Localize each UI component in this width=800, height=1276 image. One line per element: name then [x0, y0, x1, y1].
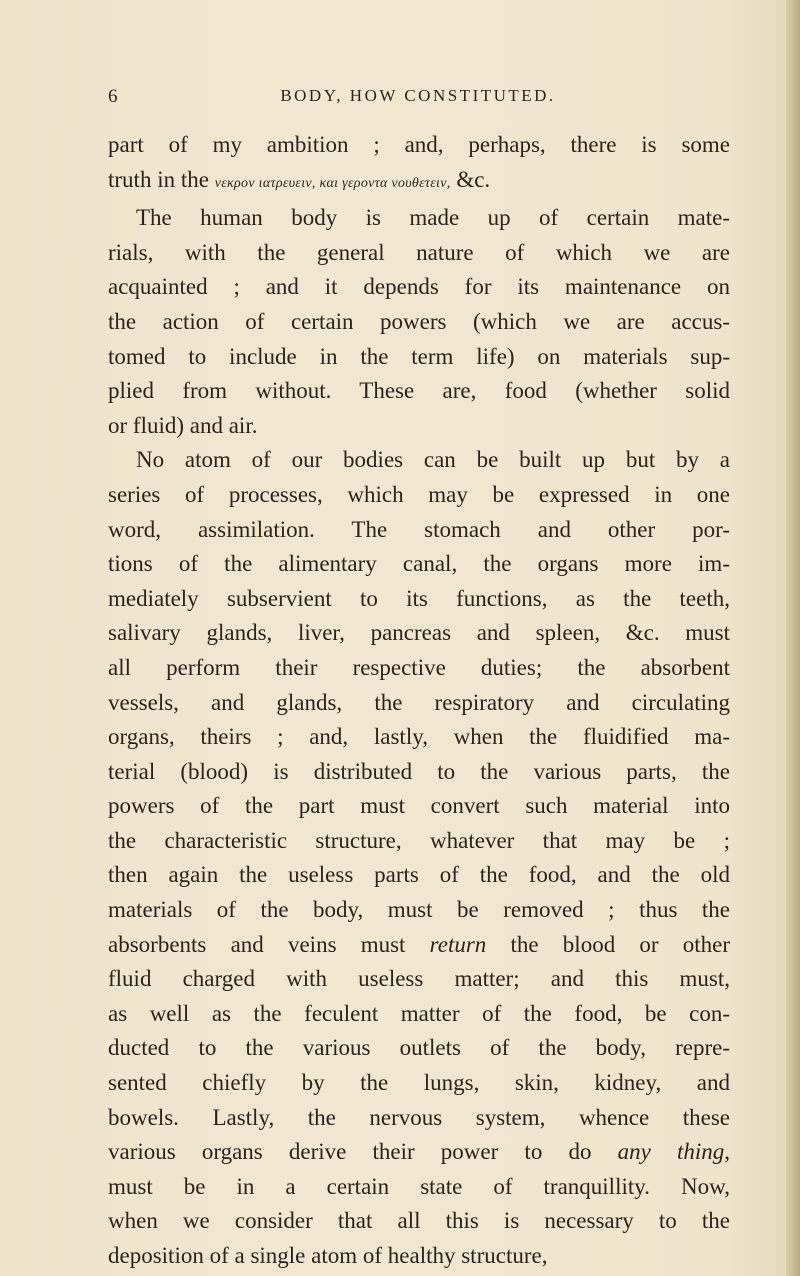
line-text: acquainted ; and it depends for its maintenance on	[108, 274, 730, 300]
text-line	[108, 789, 730, 824]
line-text: vessels, and glands, the respiratory and circulating	[108, 689, 730, 715]
text-line	[108, 547, 730, 582]
line-text: series of processes, which may be expressed in one	[108, 481, 730, 507]
text-line	[108, 997, 730, 1032]
line-text: the characteristic structure, whatever that may be ;	[108, 827, 730, 853]
text-line	[108, 478, 730, 513]
line-text: tions of the alimentary canal, the organs more im-	[108, 551, 730, 577]
line-text: as well as the feculent matter of the food, be con-	[108, 1000, 730, 1026]
page-number: 6	[108, 86, 118, 107]
line-text-pre: various organs derive their power to do	[108, 1139, 618, 1165]
line-text-post: the blood or other	[486, 931, 731, 957]
line-text: all perform their respective duties; the absorbent	[108, 654, 730, 680]
line-text: or fluid) and air.	[108, 412, 258, 438]
line-text: ducted to the various outlets of the body, repre-	[108, 1035, 730, 1061]
text-line	[108, 824, 730, 859]
line-text: the action of certain powers (which we are accus-	[108, 308, 730, 334]
line-text: sented chiefly by the lungs, skin, kidney, and	[108, 1070, 730, 1096]
line-text-pre: absorbents and veins must	[108, 931, 430, 957]
line-text: No atom of our bodies can be built up but by a	[136, 447, 730, 473]
line-text: part of my ambition ; and, perhaps, there is some	[108, 132, 730, 157]
text-line	[108, 893, 730, 928]
line-text: must be in a certain state of tranquillity. Now,	[108, 1173, 730, 1199]
text-line	[108, 305, 730, 340]
line-text: when we consider that all this is necessary to the	[108, 1208, 730, 1234]
line-text: word, assimilation. The stomach and other por-	[108, 516, 730, 542]
text-line	[108, 928, 730, 963]
text-line	[108, 128, 730, 163]
line-text: organs, theirs ; and, lastly, when the fluidified ma-	[108, 724, 730, 750]
line-text: powers of the part must convert such material into	[108, 793, 730, 819]
text-line	[108, 513, 730, 548]
text-line	[108, 962, 730, 997]
line-text: then again the useless parts of the food, and the old	[108, 862, 730, 888]
line-text-pre: truth in the	[108, 166, 215, 192]
line-text: mediately subservient to its functions, as the teeth,	[108, 585, 730, 611]
body-text	[108, 128, 730, 1274]
text-line	[108, 1031, 730, 1066]
text-line	[108, 236, 730, 271]
line-text: rials, with the general nature of which we are	[108, 239, 730, 265]
line-text: plied from without. These are, food (whether solid	[108, 378, 730, 404]
text-line	[108, 409, 730, 444]
text-line	[108, 374, 730, 409]
line-text: bowels. Lastly, the nervous system, whence these	[108, 1104, 730, 1130]
page-header	[108, 86, 728, 120]
text-line	[108, 755, 730, 790]
text-line	[108, 858, 730, 893]
line-text: salivary glands, liver, pancreas and spleen, &c. must	[108, 620, 730, 646]
line-text: terial (blood) is distributed to the various parts, the	[108, 758, 730, 784]
text-line	[108, 270, 730, 305]
text-line	[108, 201, 730, 236]
text-line	[108, 1101, 730, 1136]
line-text-post: &c.	[450, 166, 491, 192]
line-text: The human body is made up of certain mate-	[136, 205, 730, 231]
text-line	[108, 340, 730, 375]
text-line	[108, 1066, 730, 1101]
text-line	[108, 1170, 730, 1205]
line-text-post: ,	[724, 1139, 730, 1165]
running-head: BODY, HOW CONSTITUTED.	[280, 86, 556, 105]
greek-quotation: νεκρον ιατρευειν, και γεροντα νουθετειν,	[214, 175, 451, 191]
line-text: materials of the body, must be removed ; thus the	[108, 897, 730, 923]
text-line	[108, 1204, 730, 1239]
text-line	[108, 1135, 730, 1170]
text-line	[108, 720, 730, 755]
text-line	[108, 616, 730, 651]
line-text: fluid charged with useless matter; and this must,	[108, 966, 730, 992]
line-text: tomed to include in the term life) on materials sup-	[108, 343, 730, 369]
line-text: deposition of a single atom of healthy structure,	[108, 1243, 548, 1268]
page-edge	[786, 0, 800, 1276]
text-line	[108, 1239, 730, 1274]
text-line	[108, 163, 730, 202]
text-line	[108, 582, 730, 617]
italic-emphasis: return	[429, 931, 487, 957]
text-line	[108, 686, 730, 721]
text-line	[108, 443, 730, 478]
italic-emphasis: any thing	[617, 1139, 725, 1165]
text-line	[108, 651, 730, 686]
